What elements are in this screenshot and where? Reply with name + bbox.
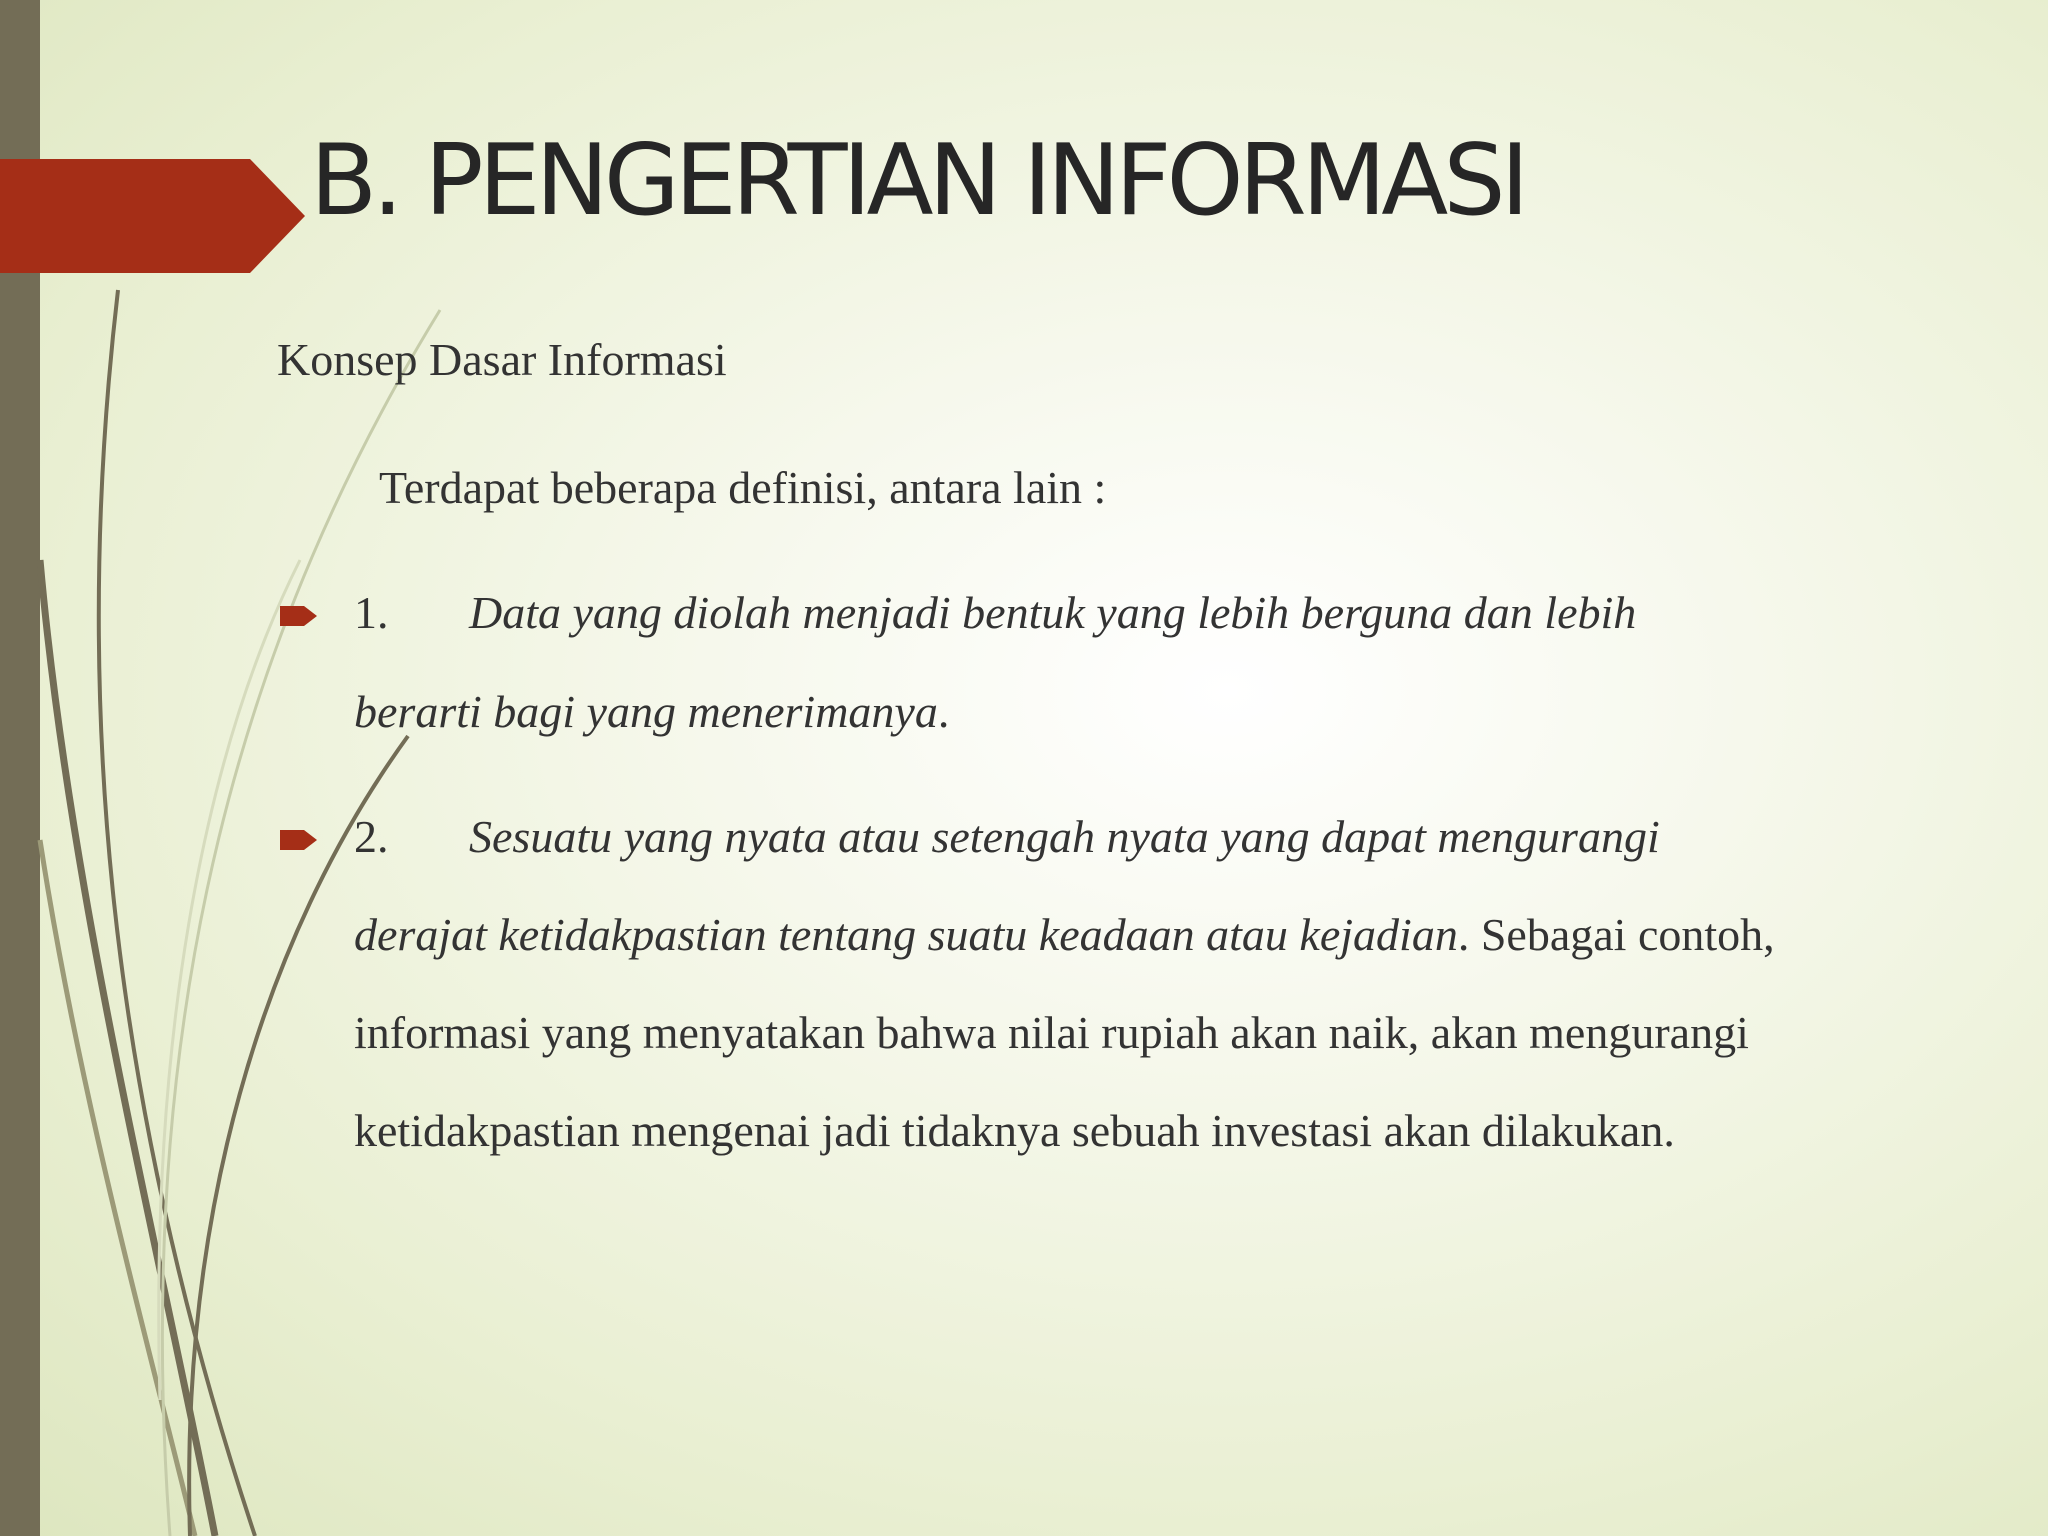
subheading: Konsep Dasar Informasi xyxy=(277,334,727,385)
item-2-line-4: ketidakpastian mengenai jadi tidaknya sebuah investasi akan dilakukan. xyxy=(354,1105,1675,1156)
item-2-line-2 xyxy=(354,908,1775,961)
intro-text: Terdapat beberapa definisi, antara lain : xyxy=(379,462,1107,513)
item-number: 1. xyxy=(354,587,389,638)
item-text: derajat ketidakpastian tentang suatu keadaan atau kejadian xyxy=(354,909,1458,960)
arrow-bullet-icon xyxy=(280,604,318,628)
title-arrow-banner xyxy=(0,159,310,273)
item-1-line-1 xyxy=(354,586,1636,639)
item-text: Sesuatu yang nyata atau setengah nyata yang dapat mengurangi xyxy=(469,811,1660,862)
arrow-bullet-icon xyxy=(280,828,318,852)
item-text: berarti bagi yang menerimanya xyxy=(354,686,938,737)
item-1-line-2 xyxy=(354,685,949,738)
item-2-line-3: informasi yang menyatakan bahwa nilai rupiah akan naik, akan mengurangi xyxy=(354,1007,1749,1058)
item-2-line-1 xyxy=(354,810,1660,863)
slide-title: B. PENGERTIAN INFORMASI xyxy=(310,124,1525,238)
item-text: . xyxy=(937,686,950,737)
item-text: . Sebagai contoh, xyxy=(1457,909,1775,960)
item-text: Data yang diolah menjadi bentuk yang lebih berguna dan lebih xyxy=(469,587,1637,638)
item-number: 2. xyxy=(354,811,389,862)
